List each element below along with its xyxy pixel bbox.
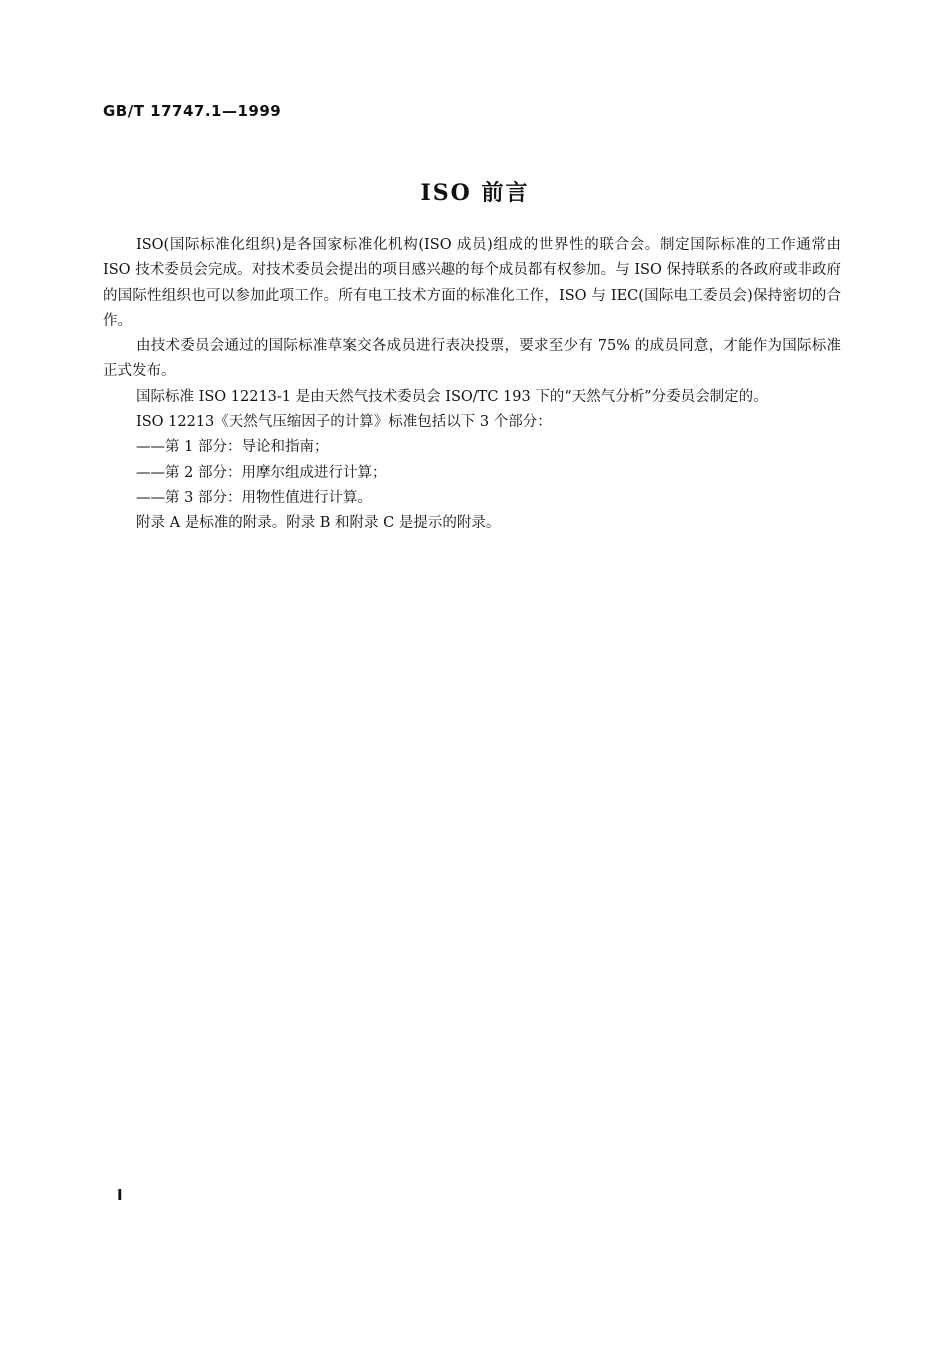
page-number: I <box>117 1186 123 1204</box>
paragraph-annexes: 附录 A 是标准的附录。附录 B 和附录 C 是提示的附录。 <box>136 515 501 532</box>
paragraph-parts-intro: ISO 12213《天然气压缩因子的计算》标准包括以下 3 个部分： <box>136 414 552 431</box>
list-item-part-1: ——第 1 部分：导论和指南； <box>136 439 329 456</box>
paragraph-committee: 国际标准 ISO 12213-1 是由天然气技术委员会 ISO/TC 193 下的“天然气分析”分委员会制定的。 <box>136 388 768 405</box>
page-title: ISO 前言 <box>420 180 530 206</box>
standard-number: GB/T 17747.1—1999 <box>103 102 282 120</box>
foreword-body <box>103 233 841 537</box>
paragraph-voting: 由技术委员会通过的国际标准草案交各成员进行表决投票，要求至少有 75% 的成员同意，才能作为国际标准正式发布。 <box>103 338 841 380</box>
list-item-part-2: ——第 2 部分：用摩尔组成进行计算； <box>136 464 387 481</box>
paragraph-iso-intro: ISO(国际标准化组织)是各国家标准化机构(ISO 成员)组成的世界性的联合会。制定国际标准的工作通常由 ISO 技术委员会完成。对技术委员会提出的项目感兴趣的每个成员都有权参加。与 ISO 保持联系的各政府或非政府的国际性组织也可以参加此项工作。所有电工技术方面的标准化工作，ISO 与 IEC(国际电工委员会)保持密切的合作。 <box>103 237 841 329</box>
list-item-part-3: ——第 3 部分：用物性值进行计算。 <box>136 489 372 506</box>
